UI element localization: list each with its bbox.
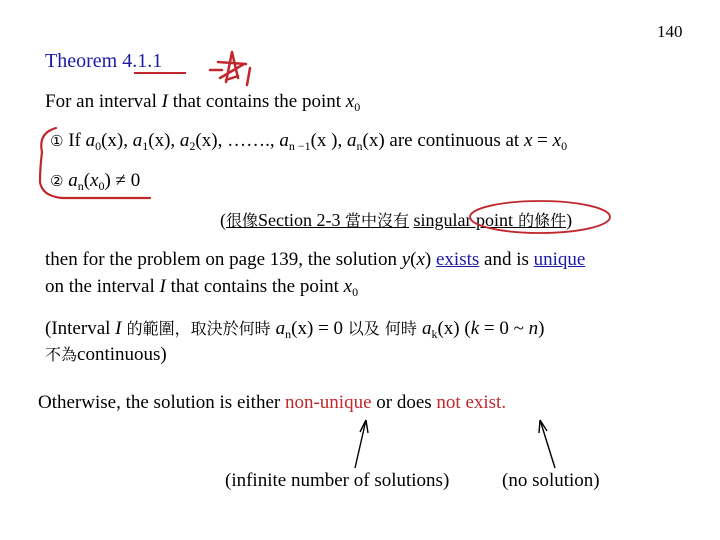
circled-two-marker: ② — [50, 172, 64, 190]
theorem-title: Theorem 4.1.1 — [45, 50, 163, 72]
condition-2: ② $a_n(x_0) \ne 0$ — [50, 170, 141, 193]
arrow-infinite — [355, 420, 368, 468]
otherwise-line: Otherwise, the solution is either non-unique or does not exist. — [38, 392, 507, 413]
condition-1: ① If $a_0(x)$, $a_1(x)$, $a_2(x)$, ……., $a_{n -1}(x$ ), $a_n(x)$ are continuous at $x = x_0$ — [50, 130, 568, 153]
non-unique-text: non-unique — [284, 392, 372, 413]
note-interval-line-2: 不為continuous) — [45, 344, 167, 365]
arrow-no-solution — [539, 420, 555, 468]
note-interval-line-1: (Interval I 的範圍，取決於何時 $a_n(x) = 0$ 以及 何時 $a_k(x) (k = 0$ ~ n) — [45, 318, 545, 341]
label-no-solution: (no solution) — [502, 470, 600, 491]
conclusion-line-2: on the interval I that contains the point $x_0$ — [45, 276, 359, 299]
exists-text: exists — [436, 249, 480, 270]
not-exist-text: not exist. — [436, 392, 507, 413]
page-number: 140 — [657, 22, 683, 41]
intro-line: For an interval I that contains the point $x_0$ — [45, 91, 361, 114]
note-singular-point: (很像Section 2-3 當中沒有 singular point 的條件) — [220, 210, 573, 230]
label-infinite-solutions: (infinite number of solutions) — [225, 470, 450, 491]
star-icon — [210, 52, 250, 85]
unique-text: unique — [533, 249, 586, 270]
conclusion-line-1: then for the problem on page 139, the solution y(x) exists and is unique — [45, 249, 586, 270]
circled-one-marker: ① — [50, 132, 64, 150]
